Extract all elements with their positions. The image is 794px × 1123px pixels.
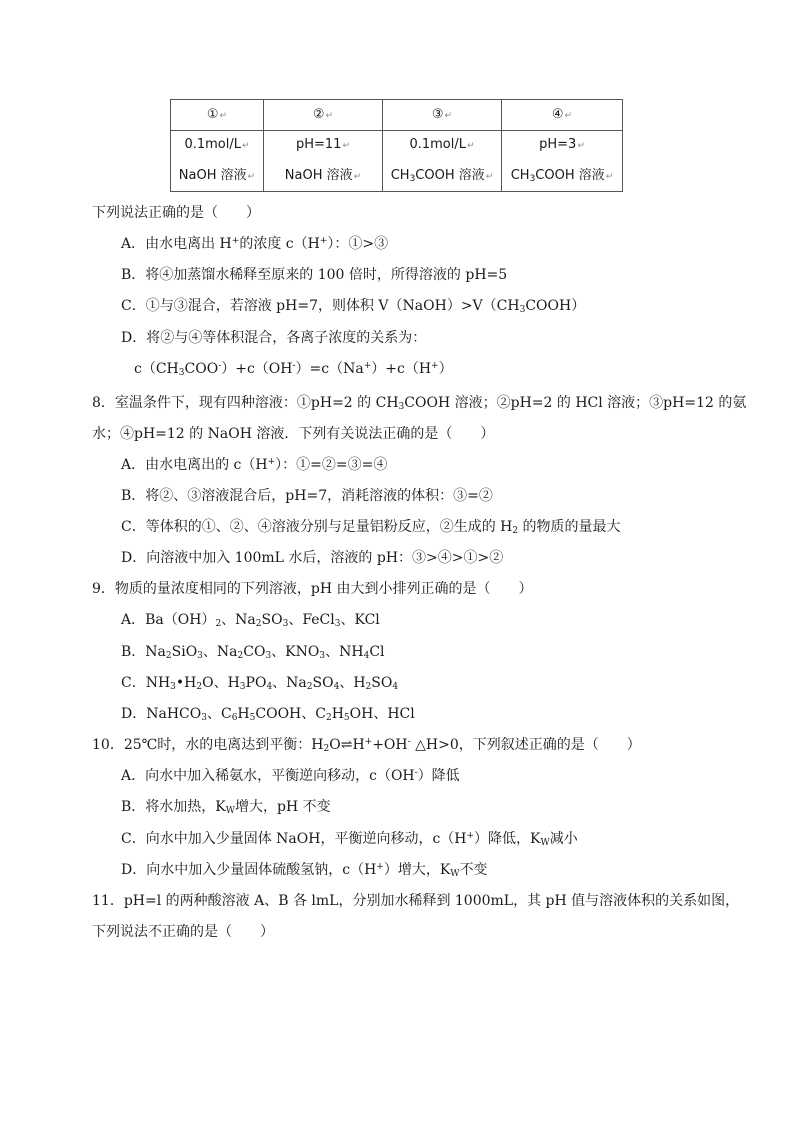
q8-option-a: A．由水电离出的 c（H+）：①=②=③=④ xyxy=(121,457,388,473)
q11-stem-line2: 下列说法不正确的是（ ） xyxy=(92,924,274,940)
table-cell: pH=3↵ $CH_3COOH$ 溶液↵ xyxy=(502,131,623,192)
table-cell: pH=11↵ NaOH 溶液↵ xyxy=(264,131,383,192)
table-header-row xyxy=(171,100,623,131)
q8-option-c: C．等体积的①、②、④溶液分别与足量铝粉反应，②生成的 $H_2$ 的物质的量最大 xyxy=(121,519,621,536)
q10-option-b: B．将水加热，$K_W$增大，pH 不变 xyxy=(121,799,331,816)
q9-option-d: D．NaHCO$_3$、$C_6H_5COOH$、$C_2H_5OH$、HCl xyxy=(121,706,415,723)
q10-option-a: A．向水中加入稀氨水，平衡逆向移动，c（OH-）降低 xyxy=(121,768,460,784)
table-row xyxy=(171,131,623,192)
q11-stem-line1: 11．pH=l 的两种酸溶液 A、B 各 lmL，分别加水稀释到 1000mL，其 pH 值与溶液体积的关系如图， xyxy=(92,893,740,909)
q7-stem: 下列说法正确的是（ ） xyxy=(92,205,260,221)
q8-option-d: D．向溶液中加入 100mL 水后，溶液的 pH：③>④>①>② xyxy=(121,550,504,566)
q7-option-a: A．由水电离出 H+的浓度 c（H+）：①>③ xyxy=(121,236,389,252)
table-cell: 0.1mol/L↵ NaOH 溶液↵ xyxy=(171,131,264,192)
table-header-cell: ②↵ xyxy=(264,100,383,131)
q10-stem: 10．25℃时，水的电离达到平衡：$H_2O\rightleftharpoons H^++OH^-$ △H>0，下列叙述正确的是（ ） xyxy=(92,737,641,754)
q10-option-c: C．向水中加入少量固体 NaOH，平衡逆向移动，c（H+）降低，$K_W$减小 xyxy=(121,831,578,848)
solution-table xyxy=(170,99,623,192)
q8-stem-line1: 8．室温条件下，现有四种溶液：①pH=2 的 $CH_3COOH$ 溶液；②pH=2 的 HCl 溶液；③pH=12 的氨 xyxy=(92,395,747,412)
q7-option-d: D．将②与④等体积混合，各离子浓度的关系为： xyxy=(121,330,427,346)
table-header-cell: ①↵ xyxy=(171,100,264,131)
q9-option-c: C．$NH_3•H_2O$、$H_3PO_4$、$Na_2SO_4$、$H_2SO_4$ xyxy=(121,675,399,692)
q7-option-b: B．将④加蒸馏水稀释至原来的 100 倍时，所得溶液的 pH=5 xyxy=(121,267,508,283)
q9-option-a: A．$Ba(OH)_2$、$Na_2SO_3$、FeCl$_3$、KCl xyxy=(121,612,380,629)
q8-option-b: B．将②、③溶液混合后，pH=7，消耗溶液的体积：③=② xyxy=(121,488,493,504)
table-cell: 0.1mol/L↵ $CH_3COOH$ 溶液↵ xyxy=(383,131,502,192)
q8-stem-line2: 水；④pH=12 的 NaOH 溶液．下列有关说法正确的是（ ） xyxy=(92,426,495,442)
table-header-cell: ③↵ xyxy=(383,100,502,131)
table-header-cell: ④↵ xyxy=(502,100,623,131)
q10-option-d: D．向水中加入少量固体硫酸氢钠，c（H+）增大，$K_W$不变 xyxy=(121,862,488,879)
q9-option-b: B．$Na_2SiO_3$、$Na_2CO_3$、$KNO_3$、$NH_4Cl$ xyxy=(121,644,385,661)
q7-option-d-formula: $c(CH_3COO^-)+c(OH^-)=c(Na^+)+c(H^+)$ xyxy=(134,361,453,378)
q7-option-c: C．①与③混合，若溶液 pH=7，则体积 $V(NaOH)>V(CH_3COOH)$ xyxy=(121,298,586,315)
q9-stem: 9．物质的量浓度相同的下列溶液，pH 由大到小排列正确的是（ ） xyxy=(92,581,533,597)
